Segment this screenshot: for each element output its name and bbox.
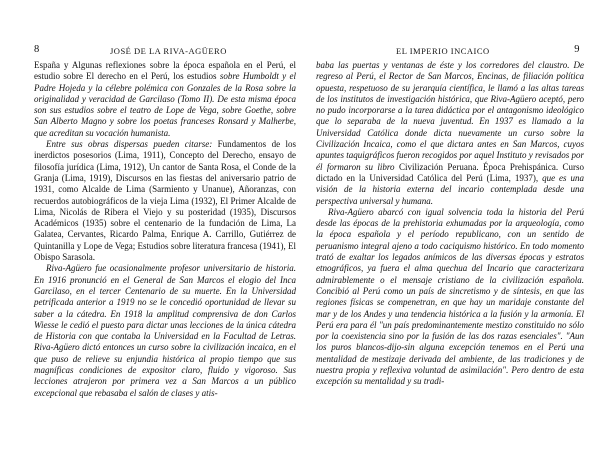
paragraph	[316, 207, 584, 388]
text-run: baba las puertas y ventanas de éste y los corredores del claustro. De regreso al Perú, el Rector de San Marcos, Encinas, de filiación política opuesta, respetuoso de su jerarquía científica, le llamó a las altas tareas de los institutos de investigación histórica, que Riva-Agüero aceptó, pero no pudo incorporarse a la tarea didáctica por el antagonismo ideológico que lo separaba de la nueva juventud. En 1937 es llamado a la Universidad Católica donde dicta nuevamente un curso sobre la Civilización Incaica, como el que dictara antes en San Marcos, cuyos apuntes taquigráficos fueron recogidos por aquel Instituto y revisados por él formaron su libro	[316, 60, 584, 172]
text-run: Fundamentos de los inerdictos posesorios (Lima, 1911), Concepto del Derecho, ensayo de filosofía jurídica (Lima, 1912), Un cantor de Santa Rosa, el Conde de la Granja (Lima, 1919), Discursos en las fiestas del aniversario patrio de 1931, como Alcalde de Lima (Sarmiento y Unanue), Añoranzas, con recuerdos autobiográficos de la vieja Lima (1932), El Primer Alcalde de Lima, Nicolás de Ribera el Viejo y su posteridad (1935), Discursos Académicos (1935) sobre el centenario de la fundación de Lima, La Galatea, Cervantes, Ricardo Palma, Enrique A. Carrillo, Gutiérrez de Quintanilla y Lope de Vega; Estudios sobre literatura francesa (1941), El Obispo Sarasola.	[34, 139, 297, 263]
running-head: JOSÉ DE LA RIVA-AGÜERO	[110, 46, 227, 56]
text-run: sobre Humboldt y el Padre Hojeda y la célebre polémica con Gonzales de la Rosa sobre la originalidad y veracidad de Garcilaso (Tomo II). De esta misma época son sus estudios sobre el teatro de Lope de Vega, sobre Goethe, sobre San Alberto Magno y sobre los poetas franceses Ronsard y Malherbe, que acreditan su vocación humanista.	[34, 71, 296, 138]
paragraph	[316, 60, 584, 207]
text-run: Civilización Peruana. Época Prehispánica. Curso dictado en la Universidad Católica del Perú (Lima, 1937),	[316, 161, 585, 183]
text-run: Entre sus obras dispersas pueden citarse:	[46, 139, 218, 150]
page-number: 8	[34, 44, 40, 55]
left-page-body	[34, 60, 296, 399]
page-number: 9	[574, 44, 580, 55]
paragraph	[34, 263, 296, 399]
right-page-body	[316, 60, 584, 388]
right-page-header	[316, 46, 584, 58]
text-run: España y Algunas reflexiones sobre la época española en el Perú, el estudio sobre El derecho en el Perú, los estudios	[34, 60, 296, 82]
paragraph	[34, 139, 296, 263]
left-page	[28, 0, 296, 458]
text-run: que es una visión de la historia externa del incario contemplada desde una perspectiva universal y humana.	[316, 172, 585, 206]
text-run: Riva-Agüero fue ocasionalmente profesor universitario de historia. En 1916 pronunció en el General de San Marcos el elogio del Inca Garcilaso, en el tercer Centenario de su muerte. En la Universidad petrificada anterior a 1919 no se le concedió oportunidad de llevar su saber a la cátedra. En 1918 la amplitud comprensiva de don Carlos Wiesse le cedió el puesto para dictar unas lecciones de la única cátedra de Historia con que contaba la Universidad en la Facultad de Letras. Riva-Agüero dictó entonces un curso sobre la civilización incaica, en el que puso de relieve su enjundia histórica al propio tiempo que sus magníficas condiciones de expositor claro, fluido y vigoroso. Sus lecciones atrajeron por primera vez a San Marcos a un público excepcional que rebasaba el salón de clases y atis-	[34, 263, 296, 398]
left-page-header	[28, 46, 296, 58]
right-page	[316, 0, 584, 458]
running-head: EL IMPERIO INCAICO	[396, 46, 490, 56]
text-run: Riva-Agüero abarcó con igual solvencia toda la historia del Perú desde las épocas de la prehistoria exhumadas por la arqueología, como la época española y el período republicano, con un sentido de peruanismo integral ajeno a todo caciquismo histórico. En todo momento trató de exaltar los legados anímicos de las diversas épocas y estratos etnográficos, ya fuera el alma quechua del Incario que caracterizara admirablemente o el mensaje cristiano de la civilización española. Concibió al Perú como un país de sincretismo y de síntesis, en que las regiones físicas se compenetran, en que hay un maridaje constante del mar y de los Andes y una tendencia histórica a la fusión y la armonía. El Perú era para él "un país predominantemente mestizo constituido no sólo por la coexistencia sino por la fusión de las dos razas esenciales". "Aun los puros blancos-dijo-sin alguna excepción tenemos en el Perú una mentalidad de mestizaje derivada del ambiente, de las tradiciones y de nuestra propia y reflexiva voluntad de asimilación". Pero dentro de esta excepción su mentalidad y su tradi-	[316, 206, 584, 387]
paragraph	[34, 60, 296, 139]
